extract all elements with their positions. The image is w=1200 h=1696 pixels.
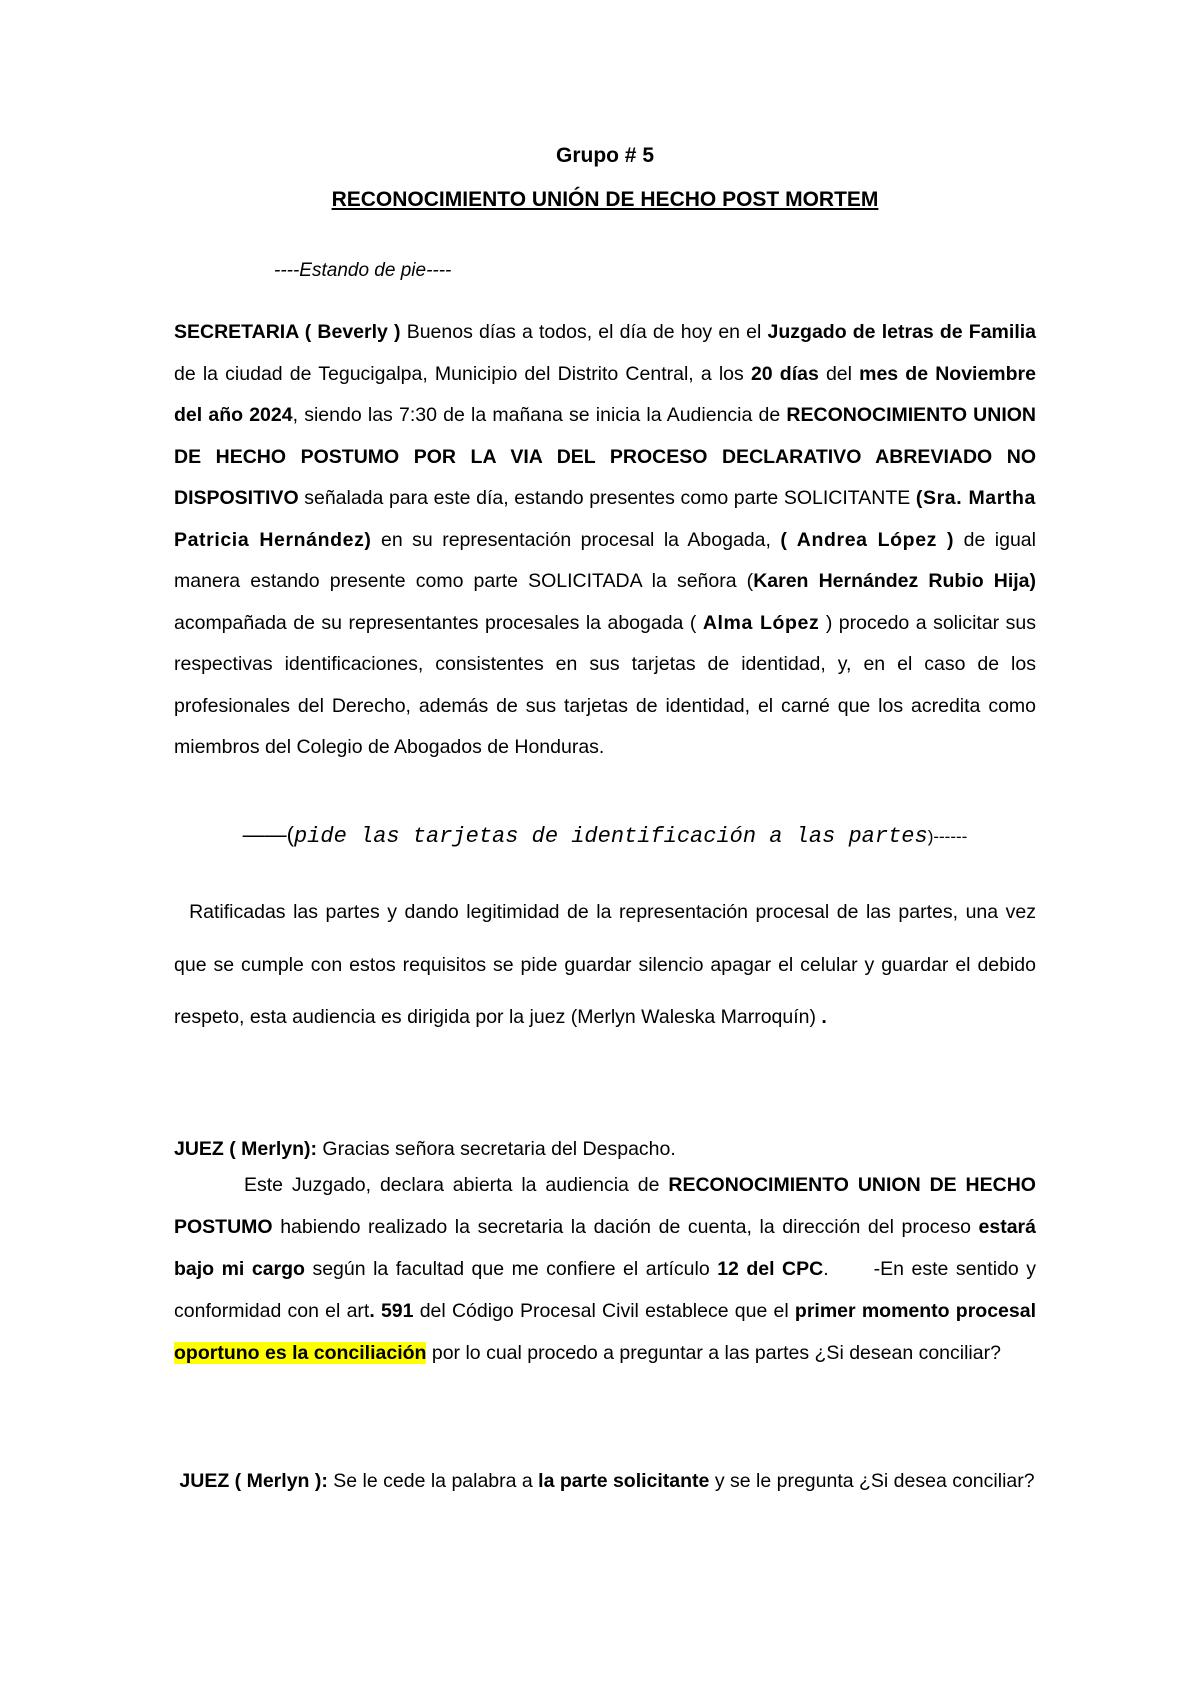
- text-span: Buenos días a todos, el día de hoy en el: [400, 321, 768, 343]
- text-span: acompañada de su representantes procesales la abogada (: [174, 611, 703, 634]
- group-heading: Grupo # 5: [555, 144, 655, 167]
- text-span: de la ciudad de Tegucigalpa, Municipio del Distrito Central, a los: [174, 362, 751, 385]
- text-span: por lo cual procedo a preguntar a las partes ¿Si desean conciliar?: [426, 1342, 1001, 1364]
- stage-text: pide las tarjetas de identificación a las partes: [293, 824, 928, 849]
- text-span: en su representación procesal la Abogada,: [371, 528, 781, 551]
- text-span: del: [818, 362, 860, 385]
- applicant-lawyer: ( Andrea López ): [780, 528, 955, 551]
- text-span: del Código Procesal Civil establece que el: [413, 1300, 795, 1322]
- hearing-type: RECONOCIMIENTO UNION DE HECHO POSTUMO POR LA VIA DEL PROCESO DECLARATIVO ABREVIADO NO DISPOSITIVO: [174, 404, 1037, 509]
- document-title: RECONOCIMIENTO UNIÓN DE HECHO POST MORTEM: [331, 188, 879, 211]
- article-number: . 591: [369, 1300, 414, 1322]
- text-span: Ratificadas las partes y dando legitimidad de la representación procesal de las partes, una vez que se cumple con estos requisitos se pide guardar silencio apagar el celular y guardar el debido respeto, esta audiencia es dirigida por la juez (Merlyn Waleska Marroquín): [174, 901, 1036, 1028]
- secretaria-paragraph: [174, 312, 1036, 769]
- text-span: Este Juzgado, declara abierta la audiencia de: [244, 1174, 669, 1196]
- stage-direction-standing: ----Estando de pie----: [274, 260, 452, 281]
- juez-question: [174, 1460, 1036, 1502]
- court-name: Juzgado de letras de Familia: [767, 321, 1036, 343]
- text-span: ) procedo a solicitar sus respectivas identificaciones, consistentes en sus tarjetas de identidad, y, en el caso de los profesionales del Derecho, además de sus tarjetas de identidad, el carné que los acredita como miembros del Colegio de Abogados de Honduras.: [174, 611, 1036, 758]
- text-span: Gracias señora secretaria del Despacho.: [317, 1138, 676, 1160]
- applicant-name: (Sra. Martha Patricia Hernández): [174, 487, 1036, 551]
- text-span: , siendo las 7:30 de la mañana se inicia la Audiencia de: [292, 404, 787, 426]
- cargo-text: estará bajo mi cargo: [174, 1216, 1036, 1280]
- hearing-type: RECONOCIMIENTO UNION DE HECHO POSTUMO: [174, 1174, 1036, 1238]
- text-span: . -En este sentido y conformidad con el art: [174, 1258, 1042, 1322]
- juez-speaker: JUEZ ( Merlyn ):: [179, 1470, 328, 1492]
- text-span: .: [821, 1006, 827, 1028]
- hearing-month: mes de Noviembre del año 2024: [174, 362, 1036, 426]
- text-span: y se le pregunta ¿Si desea conciliar?: [709, 1470, 1035, 1492]
- text-span: según la facultad que me confiere el artículo: [304, 1258, 718, 1280]
- procedural-moment: primer momento procesal: [794, 1300, 1036, 1322]
- text-span: habiendo realizado la secretaria la dación de cuenta, la dirección del proceso: [272, 1216, 979, 1238]
- hearing-day: 20 días: [750, 362, 819, 385]
- secretaria-speaker: SECRETARIA ( Beverly ): [174, 321, 401, 343]
- juez-paragraph: [174, 1164, 1042, 1374]
- highlighted-conciliation: oportuno es la conciliación: [174, 1342, 427, 1364]
- text-span: señalada para este día, estando presentes como parte SOLICITANTE: [298, 487, 916, 509]
- text-span: Se le cede la palabra a: [327, 1470, 539, 1492]
- ratification-paragraph: [174, 886, 1036, 1044]
- respondent-lawyer: Alma López: [702, 611, 820, 634]
- stage-prefix: ——(: [242, 822, 294, 847]
- party-name: la parte solicitante: [538, 1470, 710, 1492]
- article-ref: 12 del CPC: [717, 1258, 824, 1280]
- stage-direction-id-cards: [174, 822, 1036, 849]
- stage-suffix: )------: [927, 827, 968, 846]
- text-span: de igual manera estando presente como parte SOLICITADA la señora (: [174, 528, 1036, 592]
- juez-speaker: JUEZ ( Merlyn):: [174, 1138, 318, 1160]
- respondent-name: Karen Hernández Rubio Hija): [753, 570, 1036, 592]
